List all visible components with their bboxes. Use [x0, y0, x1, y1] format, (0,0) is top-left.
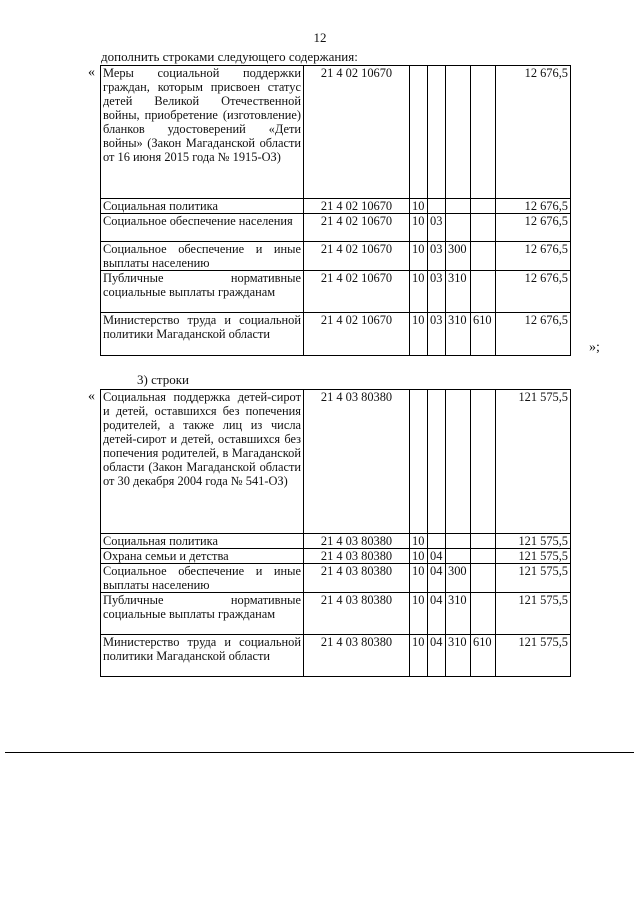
cell-ministry: 610 [471, 635, 496, 677]
cell-sum: 12 676,5 [496, 313, 571, 356]
cell-expense-type: 310 [446, 593, 471, 635]
cell-code: 21 4 02 10670 [304, 214, 410, 242]
cell-expense-type [446, 199, 471, 214]
cell-ministry [471, 534, 496, 549]
cell-section: 10 [410, 313, 428, 356]
cell-code: 21 4 02 10670 [304, 271, 410, 313]
cell-code: 21 4 03 80380 [304, 635, 410, 677]
budget-table-1 [100, 65, 571, 356]
cell-ministry [471, 66, 496, 199]
cell-name: Министерство труда и социальной политики Магаданской области [101, 635, 304, 677]
budget-table-2 [100, 389, 571, 677]
cell-subsection: 04 [428, 593, 446, 635]
cell-sum: 12 676,5 [496, 242, 571, 271]
cell-name: Публичные нормативные социальные выплаты гражданам [101, 271, 304, 313]
cell-sum: 121 575,5 [496, 390, 571, 534]
cell-name: Социальное обеспечение населения [101, 214, 304, 242]
cell-subsection [428, 199, 446, 214]
cell-subsection: 04 [428, 564, 446, 593]
page-number: 12 [313, 30, 327, 45]
opening-quote-1: « [88, 65, 95, 80]
cell-expense-type [446, 214, 471, 242]
cell-expense-type: 300 [446, 242, 471, 271]
cell-section: 10 [410, 593, 428, 635]
cell-subsection: 04 [428, 635, 446, 677]
cell-expense-type: 310 [446, 271, 471, 313]
cell-section: 10 [410, 564, 428, 593]
cell-code: 21 4 03 80380 [304, 390, 410, 534]
cell-ministry [471, 214, 496, 242]
cell-expense-type: 300 [446, 564, 471, 593]
cell-ministry [471, 199, 496, 214]
intro-text: дополнить строками следующего содержания: [101, 49, 358, 64]
cell-section: 10 [410, 635, 428, 677]
cell-code: 21 4 02 10670 [304, 313, 410, 356]
cell-code: 21 4 02 10670 [304, 66, 410, 199]
table-row [101, 593, 571, 635]
cell-ministry [471, 593, 496, 635]
cell-ministry [471, 549, 496, 564]
cell-expense-type [446, 66, 471, 199]
table-row [101, 390, 571, 534]
cell-name: Социальное обеспечение и иные выплаты населению [101, 242, 304, 271]
cell-name: Социальная поддержка детей-сирот и детей, оставшихся без попечения родителей, а также лиц из числа детей-сирот и детей, оставшихся без попечения родителей, в Магаданской области (Закон Магаданской области от 30 декабря 2004 года № 541-ОЗ) [101, 390, 304, 534]
cell-name: Социальное обеспечение и иные выплаты населению [101, 564, 304, 593]
table-row [101, 271, 571, 313]
cell-subsection: 03 [428, 242, 446, 271]
cell-ministry [471, 271, 496, 313]
cell-subsection [428, 390, 446, 534]
cell-name: Социальная политика [101, 199, 304, 214]
table-row [101, 66, 571, 199]
cell-sum: 12 676,5 [496, 214, 571, 242]
budget-table-1-body [101, 66, 571, 356]
cell-expense-type [446, 534, 471, 549]
cell-code: 21 4 03 80380 [304, 549, 410, 564]
table-row [101, 549, 571, 564]
cell-expense-type [446, 549, 471, 564]
cell-subsection [428, 66, 446, 199]
cell-section: 10 [410, 549, 428, 564]
cell-section: 10 [410, 199, 428, 214]
cell-sum: 12 676,5 [496, 271, 571, 313]
cell-name: Охрана семьи и детства [101, 549, 304, 564]
cell-section [410, 390, 428, 534]
cell-section: 10 [410, 534, 428, 549]
table-row [101, 313, 571, 356]
budget-table-2-body [101, 390, 571, 677]
cell-code: 21 4 03 80380 [304, 534, 410, 549]
cell-section: 10 [410, 271, 428, 313]
cell-ministry: 610 [471, 313, 496, 356]
cell-code: 21 4 02 10670 [304, 242, 410, 271]
cell-ministry [471, 242, 496, 271]
table-row [101, 534, 571, 549]
cell-expense-type: 310 [446, 313, 471, 356]
cell-sum: 12 676,5 [496, 199, 571, 214]
cell-sum: 121 575,5 [496, 534, 571, 549]
cell-code: 21 4 03 80380 [304, 593, 410, 635]
cell-ministry [471, 390, 496, 534]
cell-expense-type: 310 [446, 635, 471, 677]
table-row [101, 199, 571, 214]
opening-quote-2: « [88, 389, 95, 404]
cell-name: Меры социальной поддержки граждан, которым присвоен статус детей Великой Отечественной войны, приобретение (изготовление) бланков удостоверений «Дети войны» (Закон Магаданской области от 16 июня 2015 года № 1915-ОЗ) [101, 66, 304, 199]
cell-code: 21 4 03 80380 [304, 564, 410, 593]
cell-subsection: 03 [428, 313, 446, 356]
cell-subsection: 03 [428, 271, 446, 313]
table-row [101, 564, 571, 593]
table-row [101, 242, 571, 271]
cell-sum: 12 676,5 [496, 66, 571, 199]
cell-subsection: 04 [428, 549, 446, 564]
cell-code: 21 4 02 10670 [304, 199, 410, 214]
cell-subsection: 03 [428, 214, 446, 242]
subheading-3: 3) строки [137, 372, 189, 387]
cell-sum: 121 575,5 [496, 564, 571, 593]
cell-section [410, 66, 428, 199]
closing-quote-1: »; [589, 340, 600, 355]
cell-subsection [428, 534, 446, 549]
cell-section: 10 [410, 242, 428, 271]
cell-ministry [471, 564, 496, 593]
table-row [101, 635, 571, 677]
cell-name: Публичные нормативные социальные выплаты гражданам [101, 593, 304, 635]
cell-sum: 121 575,5 [496, 549, 571, 564]
cell-expense-type [446, 390, 471, 534]
cell-sum: 121 575,5 [496, 635, 571, 677]
cell-sum: 121 575,5 [496, 593, 571, 635]
cell-name: Министерство труда и социальной политики Магаданской области [101, 313, 304, 356]
cell-name: Социальная политика [101, 534, 304, 549]
cell-section: 10 [410, 214, 428, 242]
footer-rule [5, 752, 634, 753]
table-row [101, 214, 571, 242]
